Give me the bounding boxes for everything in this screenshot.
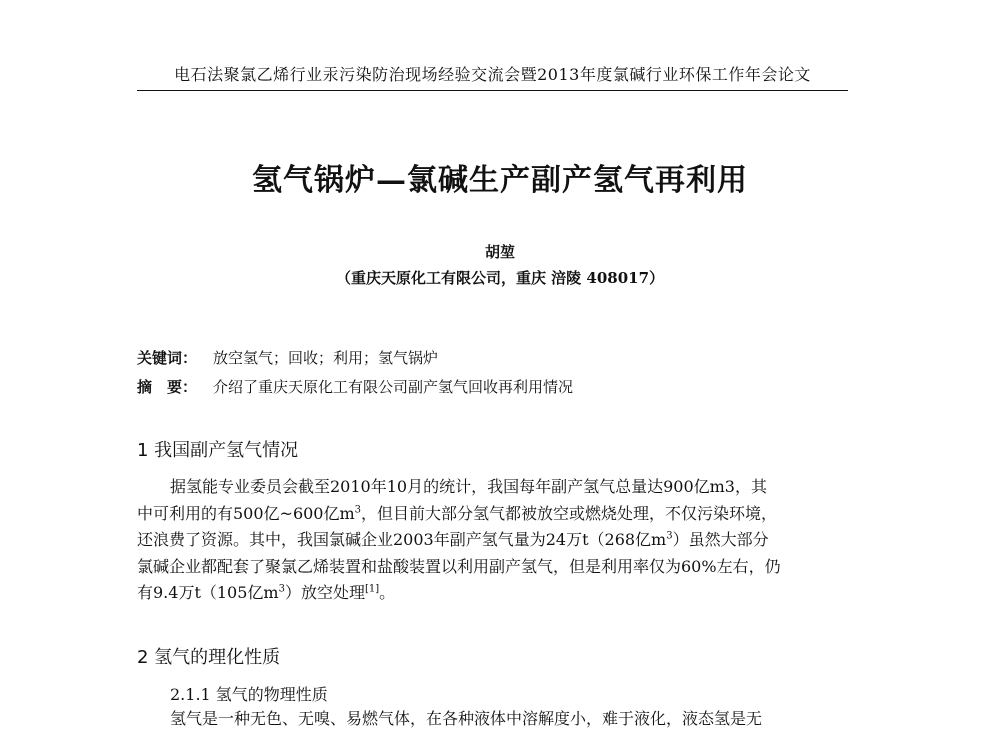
keywords-text: 放空氢气；回收；利用；氢气锅炉	[213, 349, 439, 367]
paragraph-line: 氢气是一种无色、无嗅、易燃气体，在各种液体中溶解度小，难于液化，液态氢是无	[170, 709, 763, 728]
text-run: 中可利用的有500亿~600亿m	[137, 503, 355, 523]
header-rule	[137, 90, 848, 91]
author-affiliation: （重庆天原化工有限公司，重庆 涪陵 408017）	[335, 269, 665, 287]
text-run: ）虽然大部分	[672, 530, 769, 549]
section-2-heading: 2 氢气的理化性质	[137, 647, 281, 668]
text-run: 还浪费了资源。其中，我国氯碱企业2003年副产氢气量为24万t（268亿m	[137, 530, 667, 549]
abstract-row	[137, 376, 573, 397]
keywords-row	[137, 347, 438, 368]
paragraph-line: 氯碱企业都配套了聚氯乙烯装置和盐酸装置以利用副产氢气，但是利用率仅为60%左右，仍	[137, 556, 781, 576]
text-run: ）放空处理	[284, 583, 365, 602]
superscript: 3	[666, 530, 673, 542]
citation-ref: [1]	[364, 583, 380, 595]
text-run: 有9.4万t（105亿m	[137, 583, 279, 602]
abstract-label: 摘 要：	[137, 378, 198, 396]
superscript: 3	[278, 583, 285, 595]
subsection-2-1-1-heading: 2.1.1 氢气的物理性质	[170, 685, 328, 704]
paragraph-line	[137, 580, 848, 607]
paragraph-line: 据氢能专业委员会截至2010年10月的统计，我国每年副产氢气总量达900亿m3，其	[170, 477, 767, 496]
section-1-paragraph	[137, 474, 848, 607]
author-name: 胡堃	[484, 243, 515, 261]
text-run: 。	[379, 583, 396, 602]
superscript: 3	[354, 504, 362, 516]
section-1-heading: 1 我国副产氢气情况	[137, 440, 299, 461]
keywords-label: 关键词：	[137, 349, 198, 367]
section-2-paragraph	[170, 706, 850, 733]
abstract-text: 介绍了重庆天原化工有限公司副产氢气回收再利用情况	[213, 378, 574, 396]
paper-title: 氢气锅炉—氯碱生产副产氢气再利用	[252, 163, 748, 198]
text-run: ，但目前大部分氢气都被放空或燃烧处理，不仅污染环境，	[361, 503, 778, 523]
running-header: 电石法聚氯乙烯行业汞污染防治现场经验交流会暨2013年度氯碱行业环保工作年会论文	[174, 65, 811, 84]
paragraph-line	[137, 501, 848, 528]
paragraph-line	[137, 527, 848, 554]
